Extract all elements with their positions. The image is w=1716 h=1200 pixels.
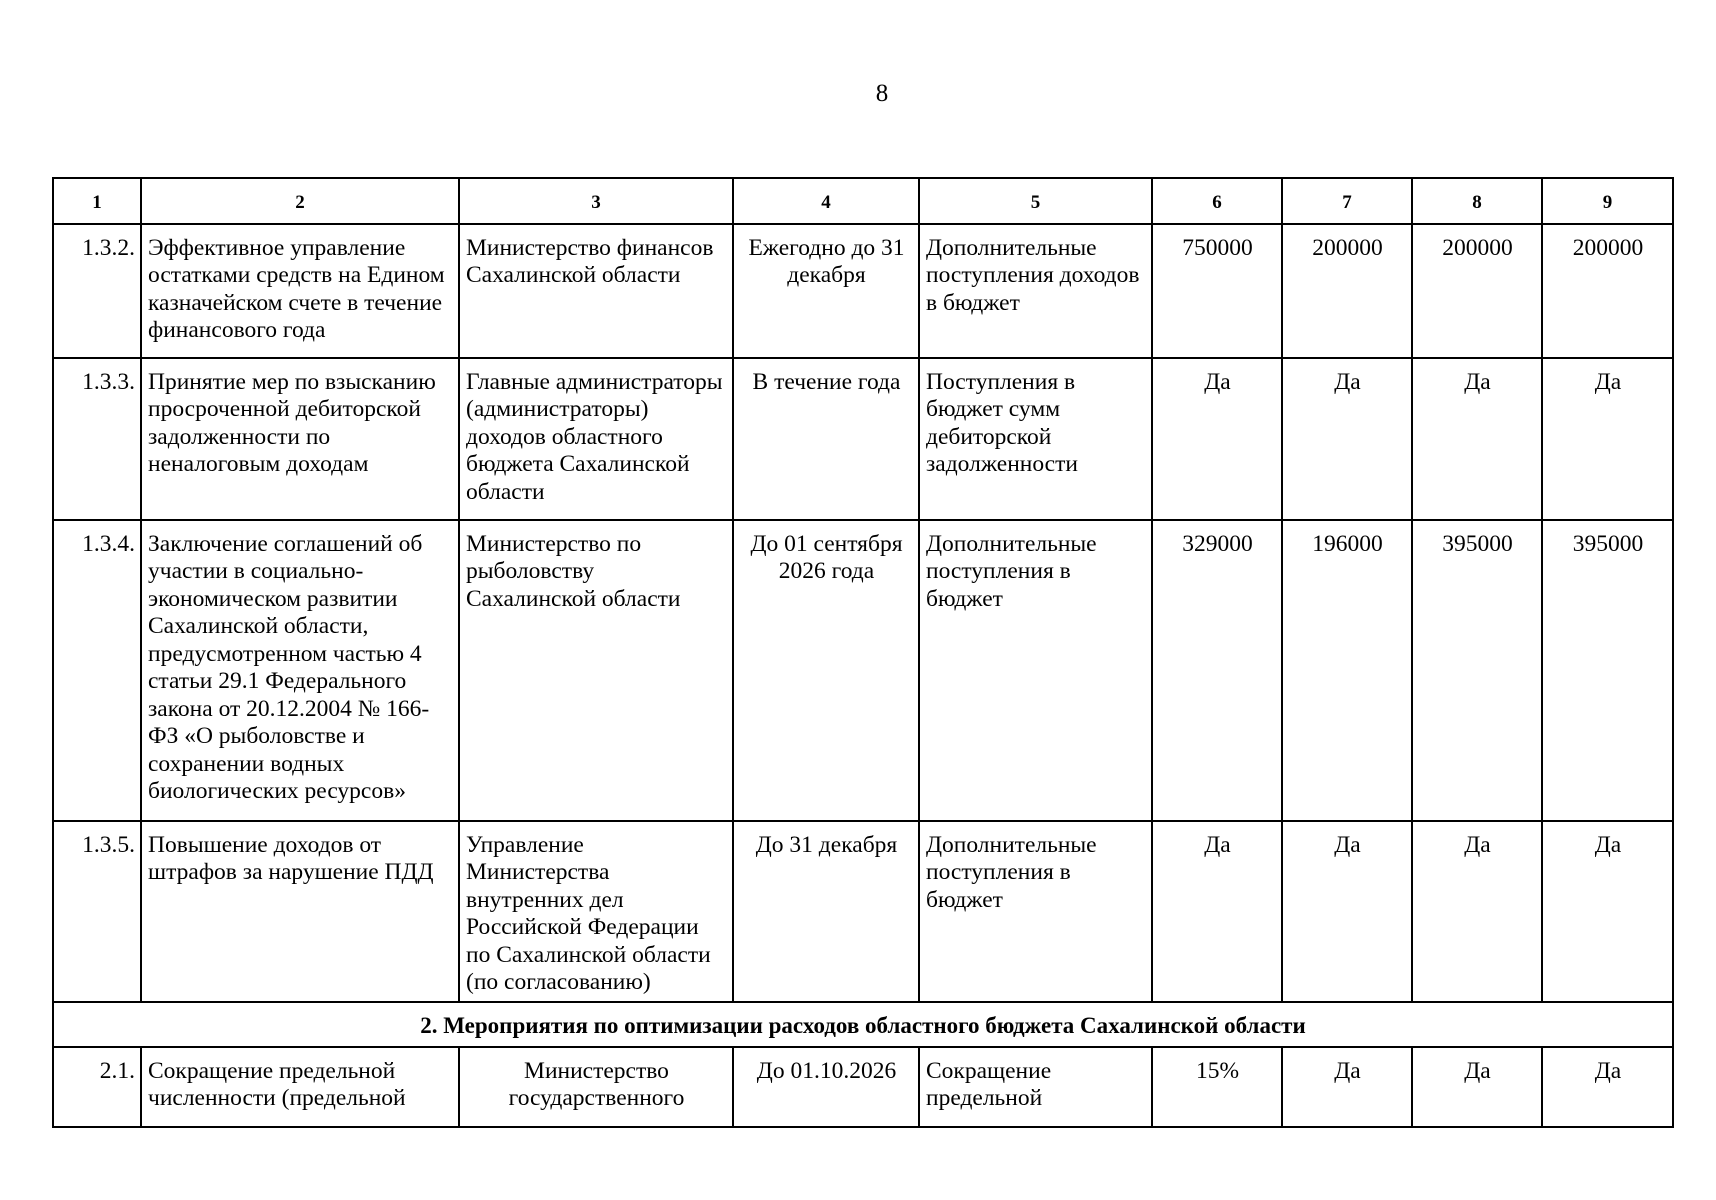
deadline-cell: До 01 сентября 2026 года	[733, 520, 919, 821]
deadline-cell: До 01.10.2026	[733, 1047, 919, 1127]
deadline-cell: До 31 декабря	[733, 821, 919, 1002]
value-col-9: 395000	[1542, 520, 1673, 821]
header-col-4: 4	[733, 178, 919, 224]
value-col-7: Да	[1282, 1047, 1412, 1127]
result-cell: Поступления в бюджет сумм дебиторской задолженности	[919, 358, 1152, 520]
responsible-cell: Главные администраторы (администраторы) доходов областного бюджета Сахалинской области	[459, 358, 733, 520]
value-col-9: Да	[1542, 1047, 1673, 1127]
table-row	[53, 224, 1673, 358]
value-col-8: Да	[1412, 821, 1542, 1002]
measure-cell: Повышение доходов от штрафов за нарушение ПДД	[141, 821, 459, 1002]
measure-cell: Сокращение предельной численности (предельной	[141, 1047, 459, 1127]
value-col-6: Да	[1152, 358, 1282, 520]
measure-cell: Заключение соглашений об участии в социально-экономическом развитии Сахалинской области, предусмотренном частью 4 статьи 29.1 Федерального закона от 20.12.2004 № 166-ФЗ «О рыболовстве и сохранении водных биологических ресурсов»	[141, 520, 459, 821]
header-row	[53, 178, 1673, 224]
header-col-3: 3	[459, 178, 733, 224]
value-col-8: Да	[1412, 1047, 1542, 1127]
header-col-5: 5	[919, 178, 1152, 224]
deadline-cell: Ежегодно до 31 декабря	[733, 224, 919, 358]
result-cell: Дополнительные поступления в бюджет	[919, 821, 1152, 1002]
responsible-cell: Управление Министерства внутренних дел Российской Федерации по Сахалинской области (по согласованию)	[459, 821, 733, 1002]
row-number: 1.3.3.	[53, 358, 141, 520]
value-col-6: 15%	[1152, 1047, 1282, 1127]
result-cell: Дополнительные поступления в бюджет	[919, 520, 1152, 821]
value-col-6: 329000	[1152, 520, 1282, 821]
section-header-row	[53, 1002, 1673, 1047]
value-col-8: 200000	[1412, 224, 1542, 358]
header-col-1: 1	[53, 178, 141, 224]
header-col-8: 8	[1412, 178, 1542, 224]
measure-cell: Эффективное управление остатками средств на Едином казначейском счете в течение финансового года	[141, 224, 459, 358]
value-col-6: 750000	[1152, 224, 1282, 358]
row-number: 2.1.	[53, 1047, 141, 1127]
page-number: 8	[875, 80, 889, 107]
responsible-cell: Министерство финансов Сахалинской области	[459, 224, 733, 358]
table-row	[53, 358, 1673, 520]
table-row	[53, 1047, 1673, 1127]
header-col-9: 9	[1542, 178, 1673, 224]
measures-table	[52, 177, 1674, 1128]
value-col-9: Да	[1542, 821, 1673, 1002]
header-col-6: 6	[1152, 178, 1282, 224]
result-cell: Дополнительные поступления доходов в бюджет	[919, 224, 1152, 358]
header-col-7: 7	[1282, 178, 1412, 224]
value-col-7: Да	[1282, 821, 1412, 1002]
section-title: 2. Мероприятия по оптимизации расходов областного бюджета Сахалинской области	[53, 1002, 1673, 1047]
row-number: 1.3.4.	[53, 520, 141, 821]
responsible-cell: Министерство по рыболовству Сахалинской области	[459, 520, 733, 821]
row-number: 1.3.2.	[53, 224, 141, 358]
value-col-9: Да	[1542, 358, 1673, 520]
value-col-6: Да	[1152, 821, 1282, 1002]
value-col-7: 200000	[1282, 224, 1412, 358]
value-col-7: 196000	[1282, 520, 1412, 821]
table-row	[53, 821, 1673, 1002]
value-col-7: Да	[1282, 358, 1412, 520]
table-row	[53, 520, 1673, 821]
result-cell: Сокращение предельной	[919, 1047, 1152, 1127]
responsible-cell: Министерство государственного	[459, 1047, 733, 1127]
value-col-8: 395000	[1412, 520, 1542, 821]
row-number: 1.3.5.	[53, 821, 141, 1002]
measure-cell: Принятие мер по взысканию просроченной дебиторской задолженности по неналоговым доходам	[141, 358, 459, 520]
header-col-2: 2	[141, 178, 459, 224]
deadline-cell: В течение года	[733, 358, 919, 520]
value-col-9: 200000	[1542, 224, 1673, 358]
value-col-8: Да	[1412, 358, 1542, 520]
